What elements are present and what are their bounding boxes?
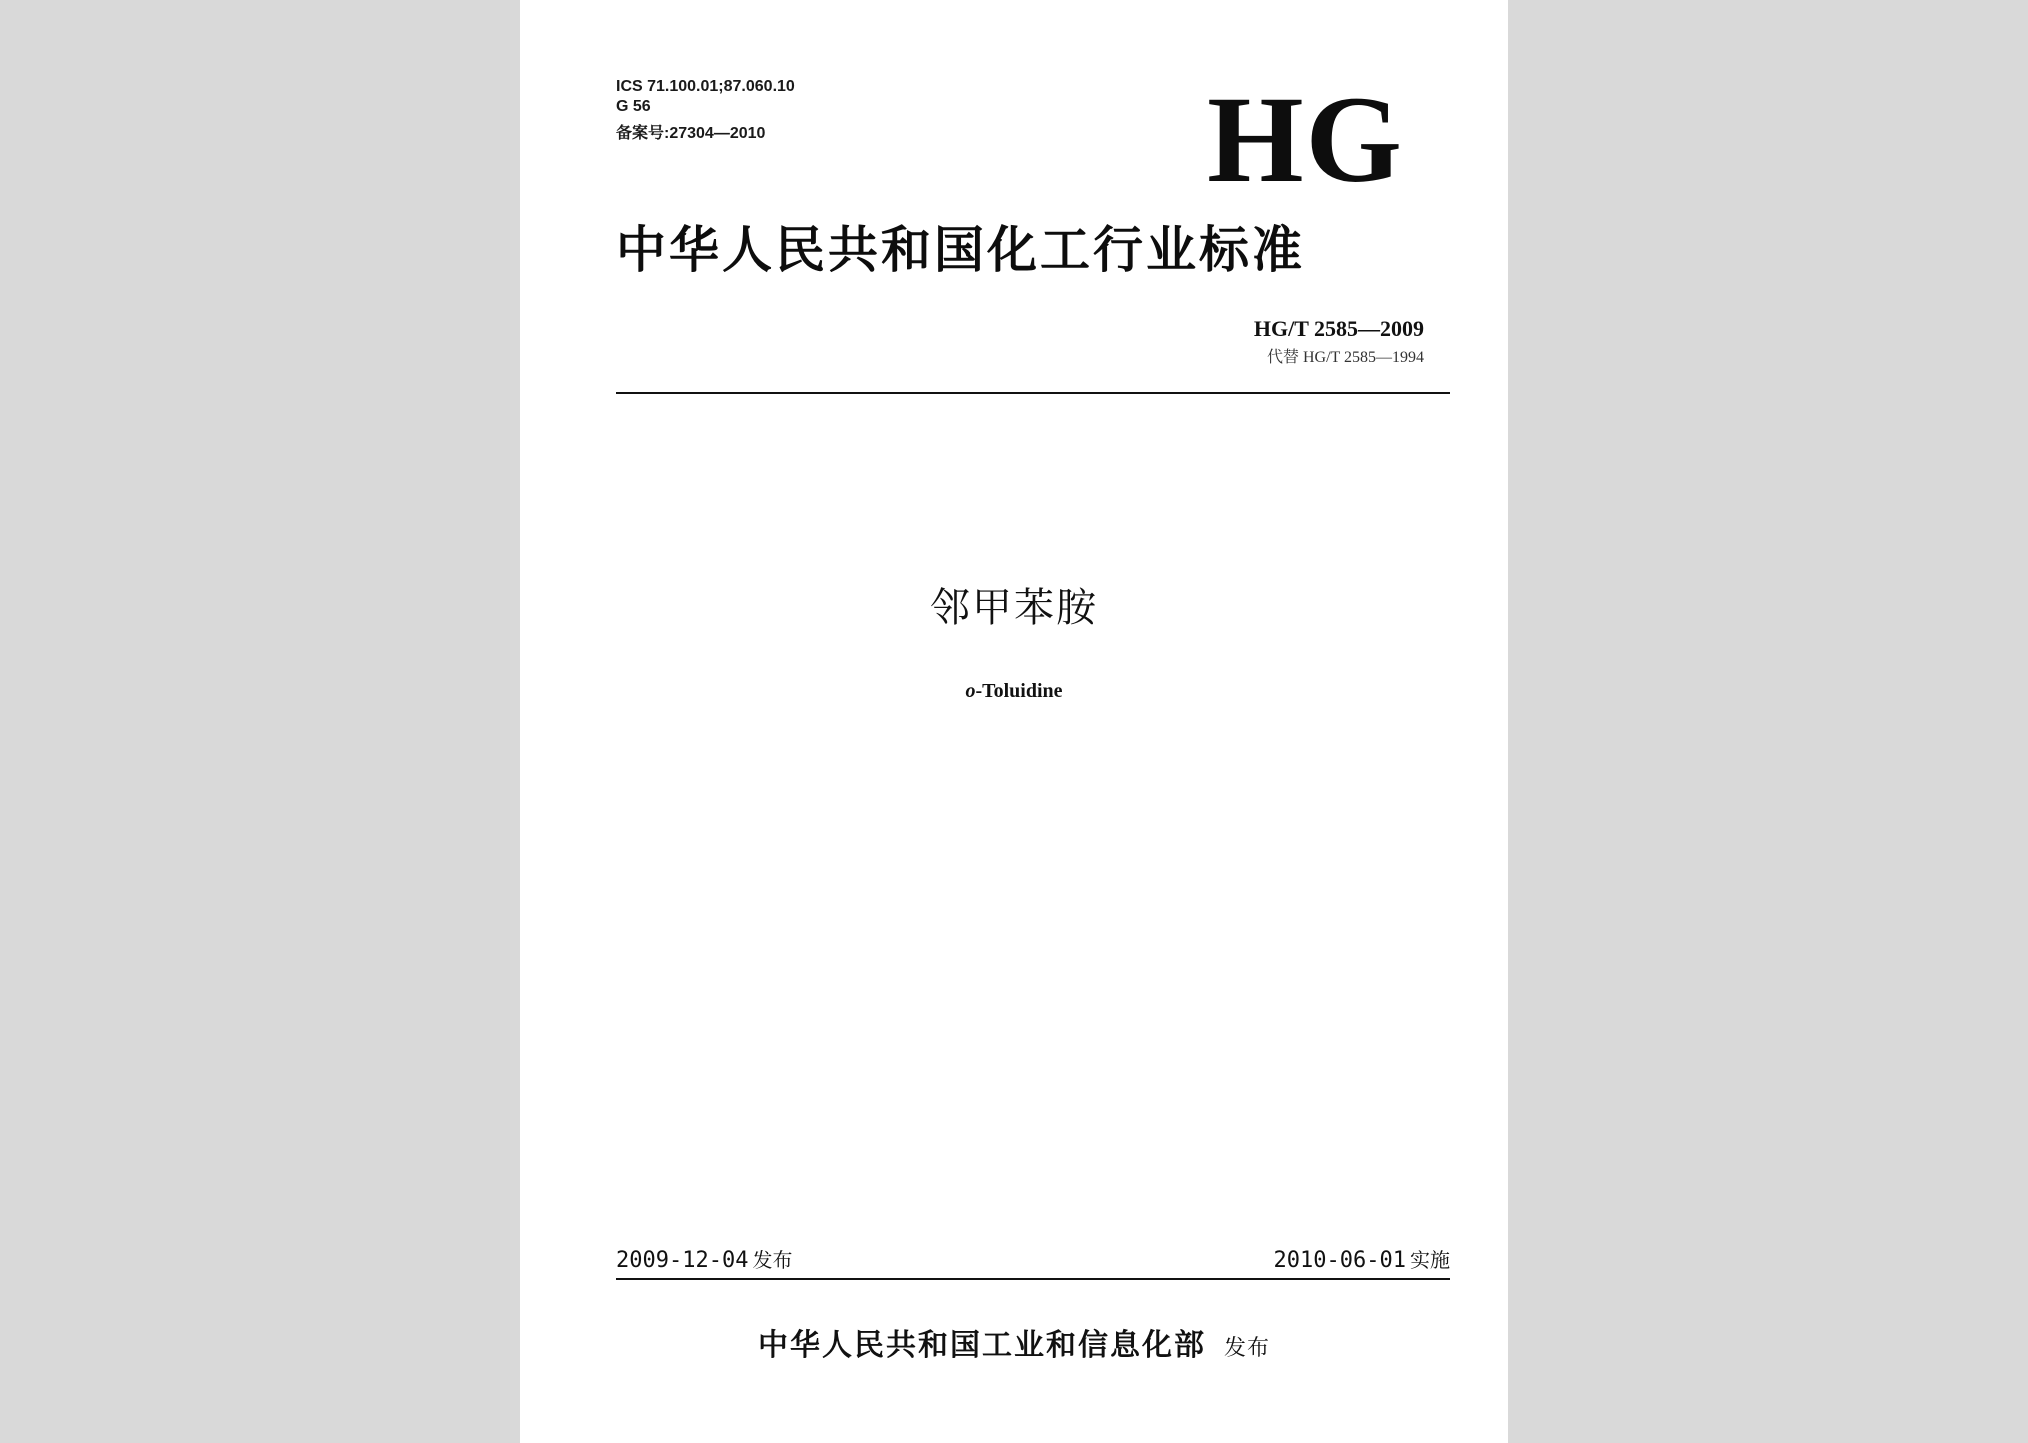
document-title-chinese: 邻甲苯胺 <box>930 585 1098 631</box>
ccs-code: G 56 <box>616 98 651 115</box>
publisher-line <box>520 1326 1508 1369</box>
document-page <box>520 0 1508 1443</box>
publisher-label: 发布 <box>1223 1336 1270 1361</box>
issue-label: 发布 <box>752 1248 793 1272</box>
record-number: 备案号:27304—2010 <box>616 125 766 142</box>
replaces-standard: 代替 HG/T 2585—1994 <box>1266 349 1424 366</box>
title-en-rest: -Toluidine <box>975 680 1063 702</box>
document-title-english <box>520 678 1508 704</box>
publisher-name: 中华人民共和国工业和信息化部 <box>757 1328 1206 1363</box>
standard-title: 中华人民共和国化工行业标准 <box>616 221 1305 279</box>
issue-date: 2009-12-04 <box>616 1248 749 1273</box>
implementation-date-line <box>1274 1246 1450 1275</box>
header-divider <box>616 392 1450 394</box>
ics-code: ICS 71.100.01;87.060.10 <box>616 78 795 95</box>
implementation-label: 实施 <box>1410 1248 1450 1272</box>
implementation-date: 2010-06-01 <box>1273 1248 1406 1273</box>
footer-divider <box>616 1278 1450 1280</box>
title-en-prefix: o <box>965 680 976 702</box>
standard-number: HG/T 2585—2009 <box>1253 316 1424 341</box>
hg-logo-mark: HG <box>1207 71 1404 208</box>
issue-date-line <box>616 1246 792 1275</box>
